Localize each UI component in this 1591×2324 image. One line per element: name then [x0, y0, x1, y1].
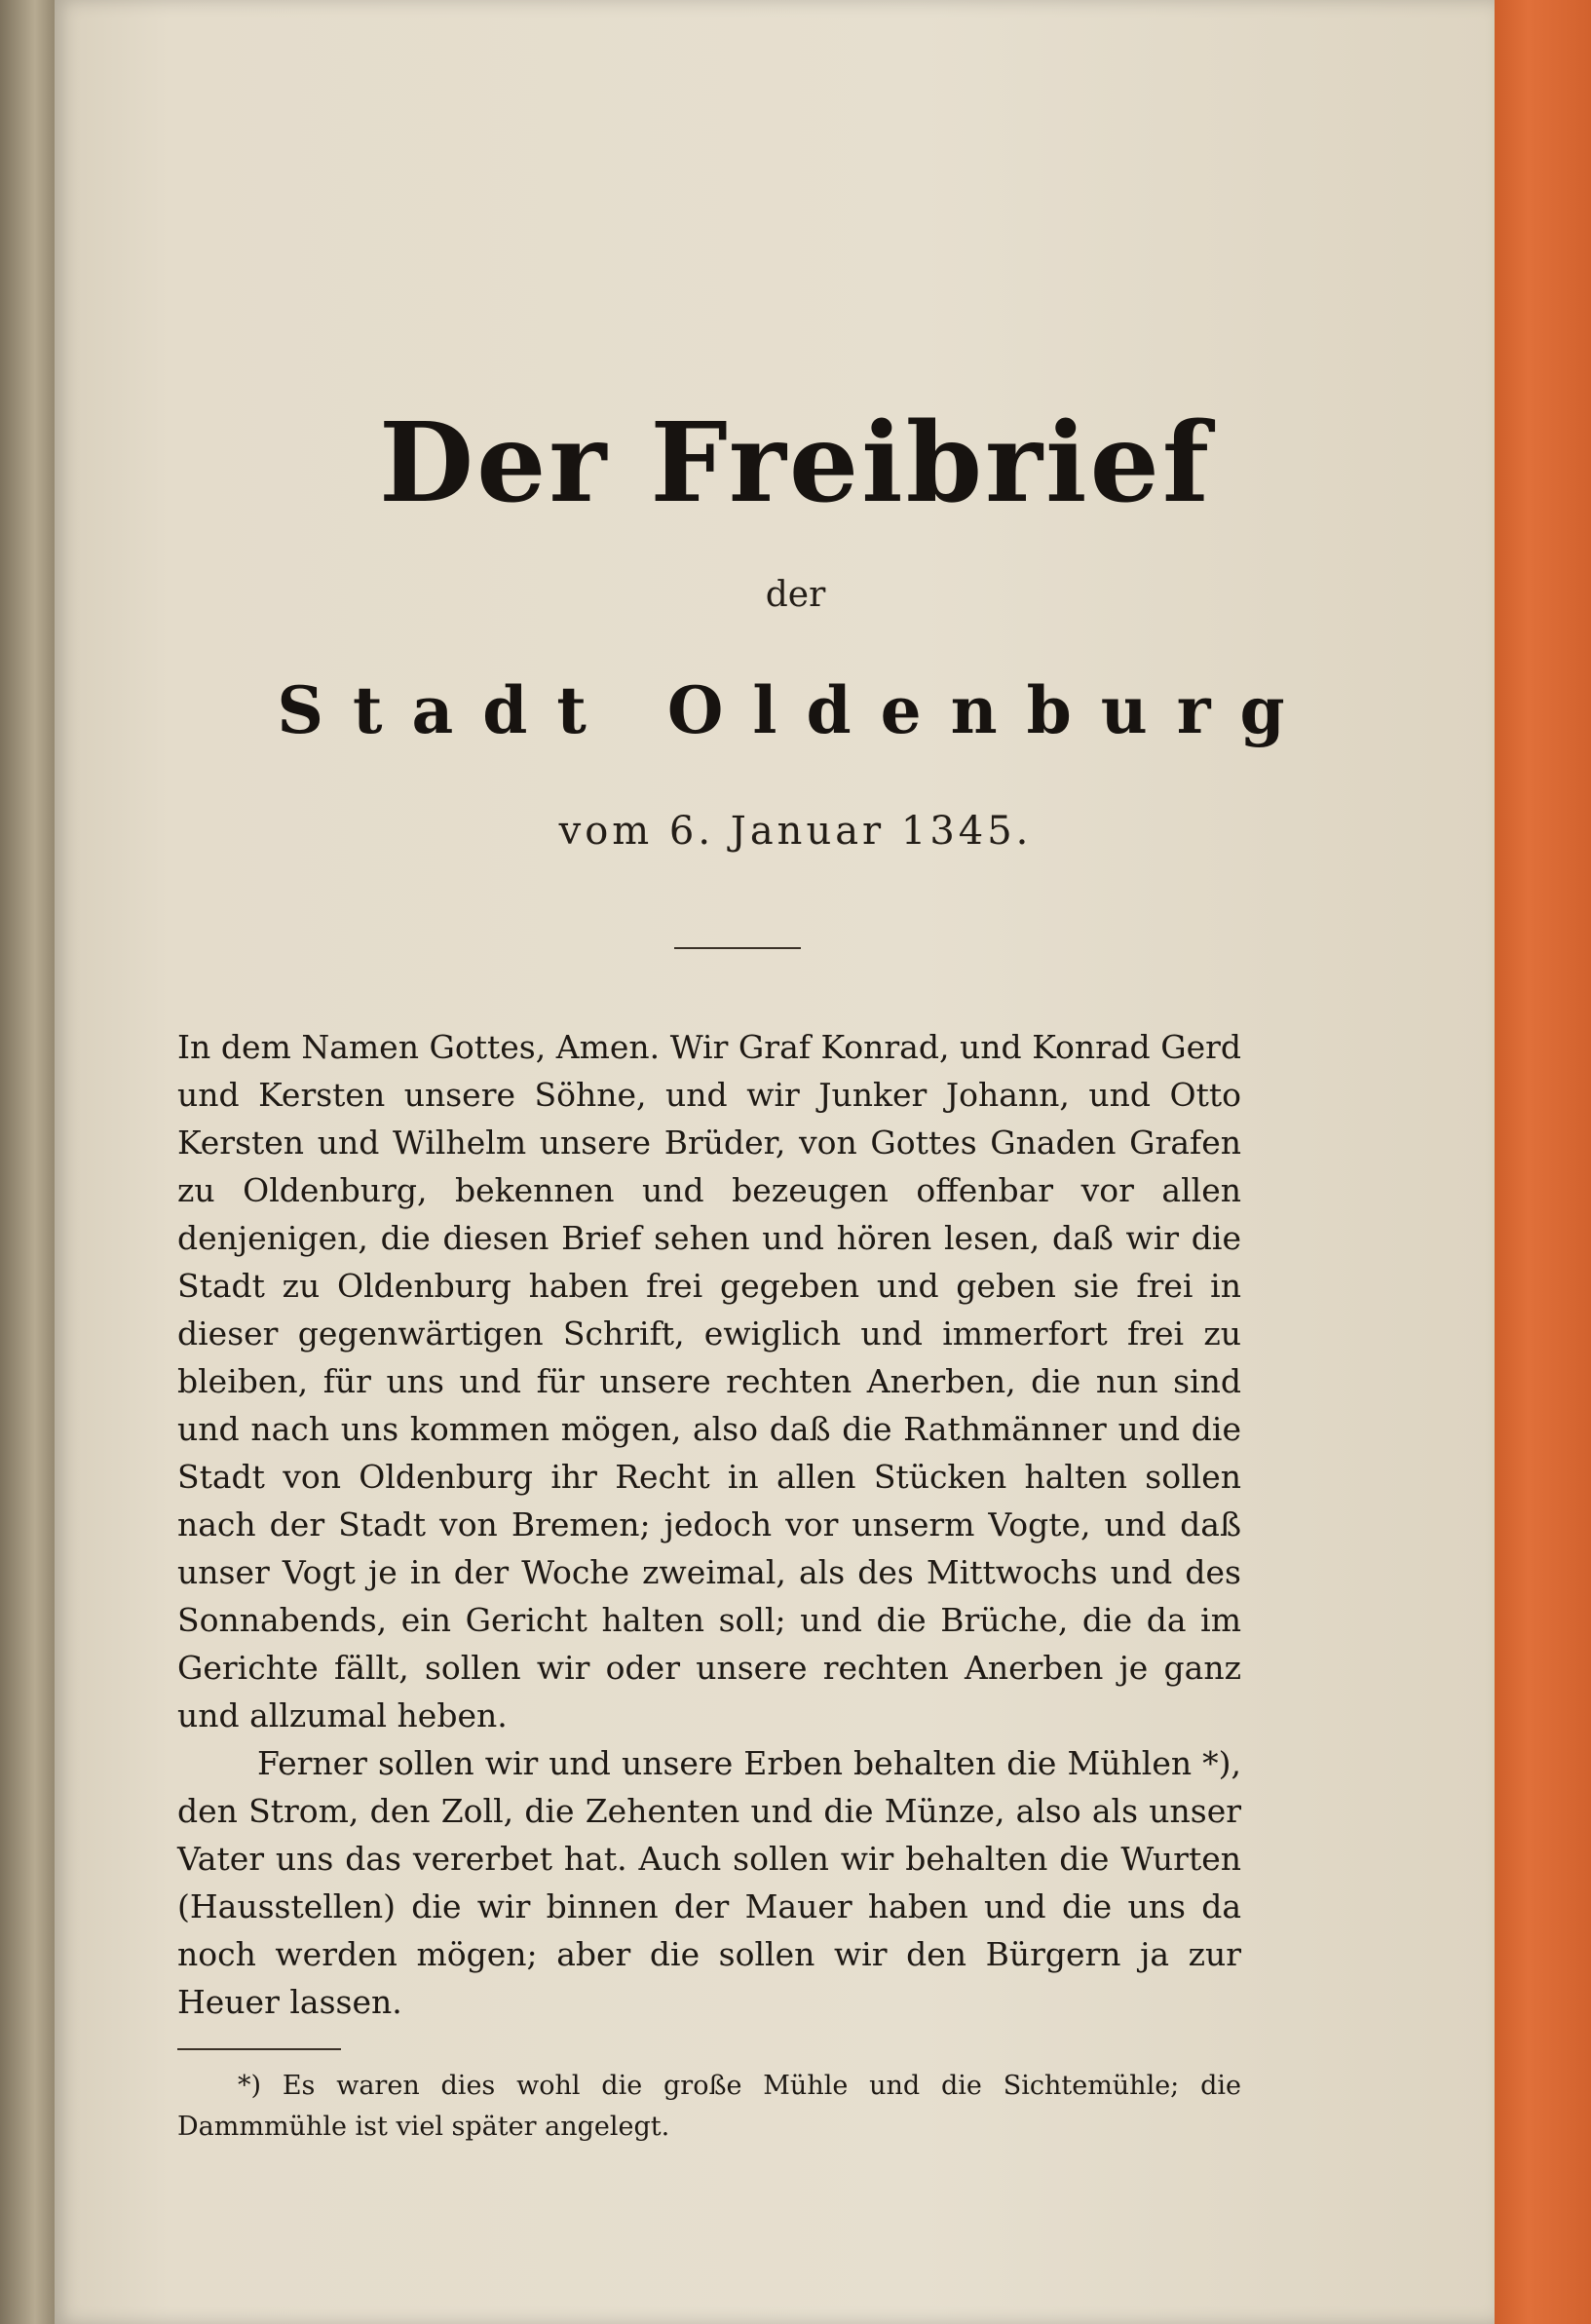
footnote-divider	[177, 2048, 341, 2050]
footnote: *) Es waren dies wohl die große Mühle und die Sichtemühle; die Dammmühle ist viel später angelegt.	[177, 2071, 1241, 2142]
book-cover-edge	[1486, 0, 1591, 2324]
paragraph-1: In dem Namen Gottes, Amen. Wir Graf Konrad, und Konrad Gerd und Kersten unsere Söhne, und wir Junker Johann, und Otto Kersten und Wilhelm unsere Brüder, von Gottes Gnaden Grafen zu Oldenburg, bekennen und bezeugen offenbar vor allen denjenigen, die diesen Brief sehen und hören lesen, daß wir die Stadt zu Oldenburg haben frei gegeben und geben sie frei in dieser gegenwärtigen Schrift, ewiglich und immerfort frei zu bleiben, für uns und für unsere rechten Anerben, die nun sind und nach uns kommen mögen, also daß die Rathmänner und die Stadt von Oldenburg ihr Recht in allen Stücken halten sollen nach der Stadt von Bremen; jedoch vor unserm Vogte, und daß unser Vogt je in der Woche zweimal, als des Mittwochs und des Sonnabends, ein Gericht halten soll; und die Brüche, die da im Gerichte fällt, sollen wir oder unsere rechten Anerben je ganz und allzumal heben.	[177, 1028, 1241, 1734]
title-connector: der	[765, 575, 826, 615]
date-line: vom 6. Januar 1345.	[558, 809, 1033, 854]
document-title: Der Freibrief	[378, 400, 1213, 527]
title-divider	[674, 947, 801, 949]
paragraph-2: Ferner sollen wir und unsere Erben behalten die Mühlen *), den Strom, den Zoll, die Zehenten und die Münze, also als unser Vater uns das vererbet hat. Auch sollen wir behalten die Wurten (Hausstellen) die wir binnen der Mauer haben und die uns da noch werden mögen; aber die sollen wir den Bürgern ja zur Heuer lassen.	[177, 1744, 1241, 2021]
previous-page-edge	[0, 0, 58, 2324]
city-title: Stadt Oldenburg	[277, 672, 1314, 748]
charter-text	[177, 1023, 1241, 2026]
